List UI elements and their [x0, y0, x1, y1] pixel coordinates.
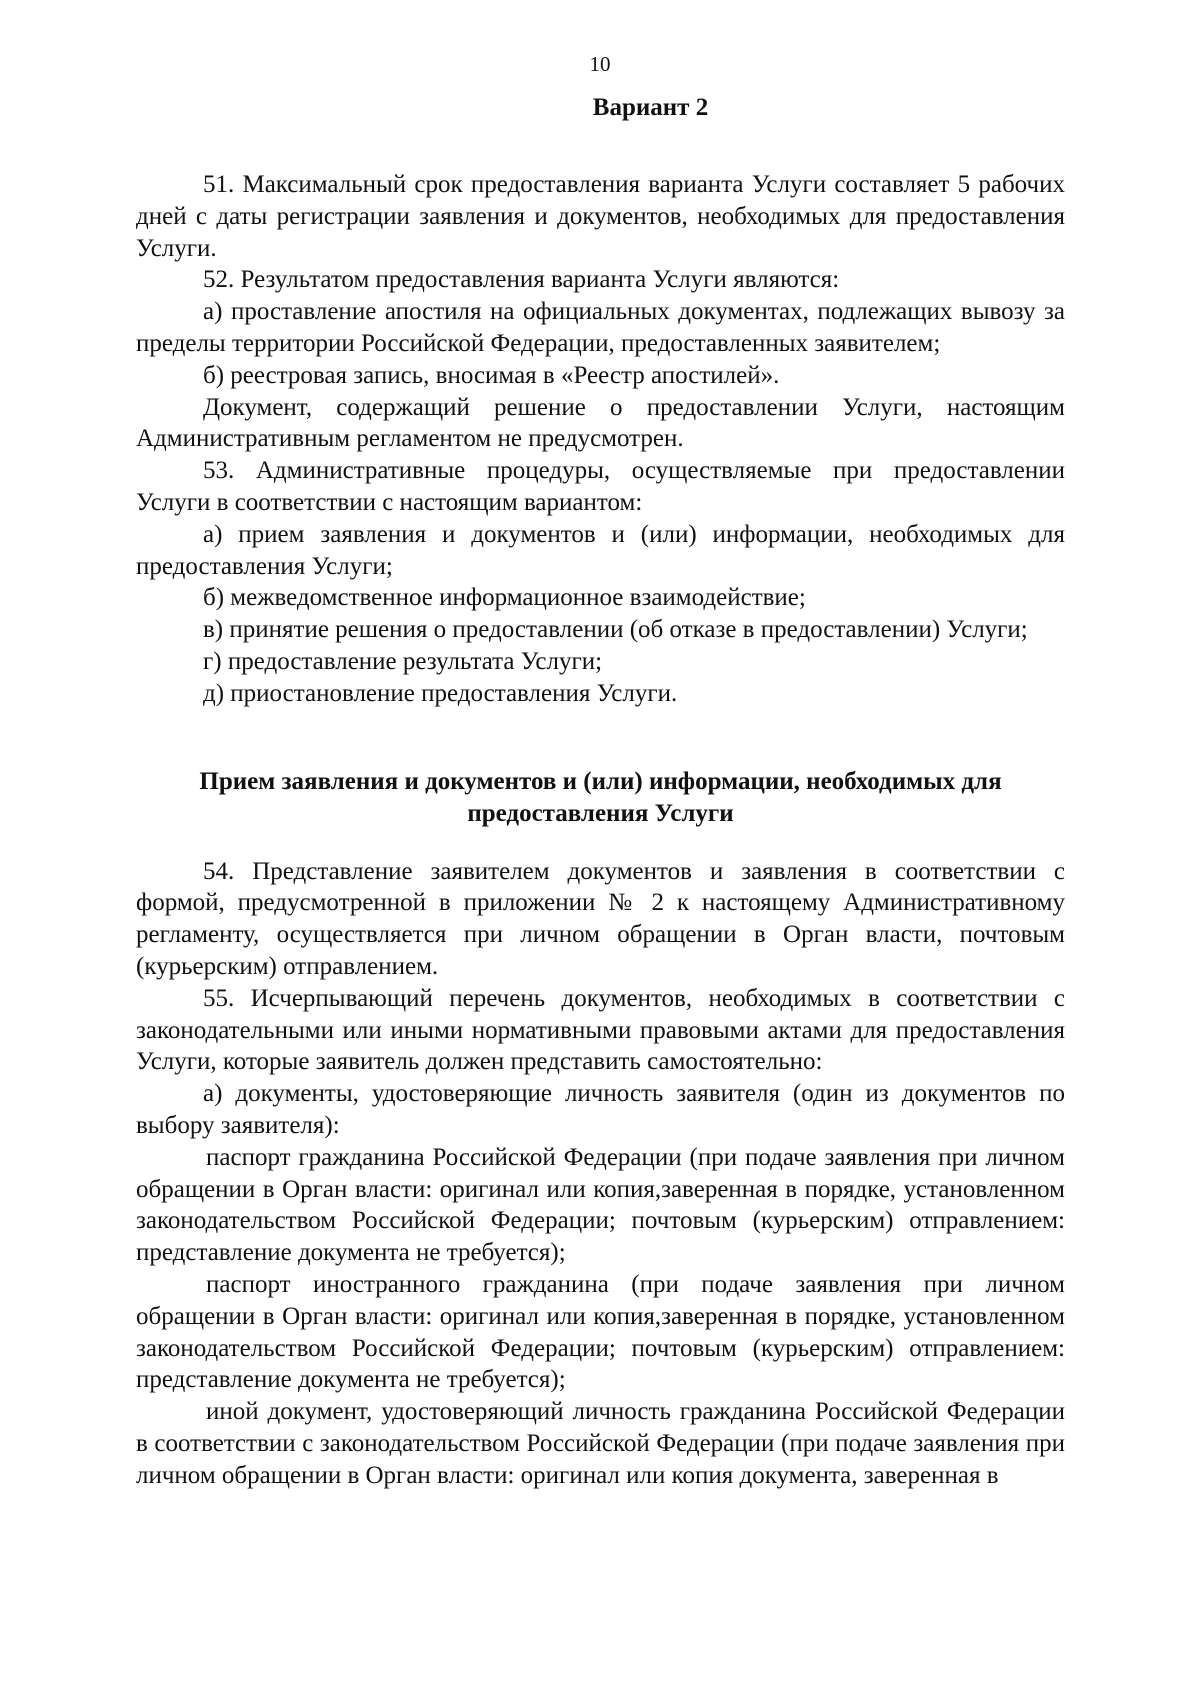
paragraph-53-g: г) предоставление результата Услуги; — [203, 647, 603, 675]
paragraph-55-a: а) документы, удостоверяющие личность заявителя (один из документов по выбору заявителя): — [136, 1080, 1065, 1139]
paragraph-passport-foreign: паспорт иностранного гражданина (при подаче заявления при личном обращении в Орган власти: оригинал или копия,заверенная в порядке, установленном законодательством Российской Федерации; почтовым (курьерским) отправлением: представление документа не требуется); — [136, 1270, 1065, 1394]
paragraph-52: 52. Результатом предоставления варианта Услуги являются: — [203, 266, 840, 294]
paragraph-passport-rf: паспорт гражданина Российской Федерации (при подаче заявления при личном обращении в Орган власти: оригинал или копия,заверенная в порядке, установленном законодательством Российской Федерации; почтовым (курьерским) отправлением: представление документа не требуется); — [136, 1143, 1065, 1267]
block-variant-description — [136, 169, 1065, 710]
paragraph-55: 55. Исчерпывающий перечень документов, необходимых в соответствии с законодательными или иными нормативными правовыми актами для предоставления Услуги, которые заявитель должен представить самостоятельно: — [136, 984, 1065, 1076]
page-number: 10 — [589, 52, 611, 76]
paragraph-53: 53. Административные процедуры, осуществляемые при предоставлении Услуги в соответствии с настоящим вариантом: — [136, 457, 1065, 516]
section-heading: Прием заявления и документов и (или) информации, необходимых для предоставления Услуги — [199, 767, 1002, 827]
paragraph-51: 51. Максимальный срок предоставления варианта Услуги составляет 5 рабочих дней с даты регистрации заявления и документов, необходимых для предоставления Услуги. — [136, 171, 1065, 262]
paragraph-53-b: б) межведомственное информационное взаимодействие; — [203, 584, 806, 612]
paragraph-52-a: а) проставление апостиля на официальных документах, подлежащих вывозу за пределы территории Российской Федерации, предоставленных заявителем; — [136, 298, 1065, 357]
paragraph-52-b: б) реестровая запись, вносимая в «Реестр апостилей». — [203, 361, 780, 389]
block-application-intake — [136, 856, 1065, 1492]
paragraph-53-d: д) приостановление предоставления Услуги. — [203, 679, 678, 707]
paragraph-53-v: в) принятие решения о предоставлении (об отказе в предоставлении) Услуги; — [203, 616, 1028, 644]
paragraph-other-id-document: иной документ, удостоверяющий личность гражданина Российской Федерации в соответствии с законодательством Российской Федерации (при подаче заявления при личном обращении в Орган власти: оригинал или копия документа, заверенная в — [136, 1398, 1065, 1489]
paragraph-decision-document: Документ, содержащий решение о предоставлении Услуги, настоящим Административным регламентом не предусмотрен. — [136, 393, 1065, 453]
variant-heading: Вариант 2 — [592, 94, 709, 121]
paragraph-53-a: а) прием заявления и документов и (или) информации, необходимых для предоставления Услуги; — [136, 520, 1065, 580]
page-content — [136, 92, 1065, 1491]
paragraph-54: 54. Представление заявителем документов и заявления в соответствии с формой, предусмотренной в приложении № 2 к настоящему Административному регламенту, осуществляется при личном обращении в Орган власти, почтовым (курьерским) отправлением. — [136, 857, 1065, 980]
